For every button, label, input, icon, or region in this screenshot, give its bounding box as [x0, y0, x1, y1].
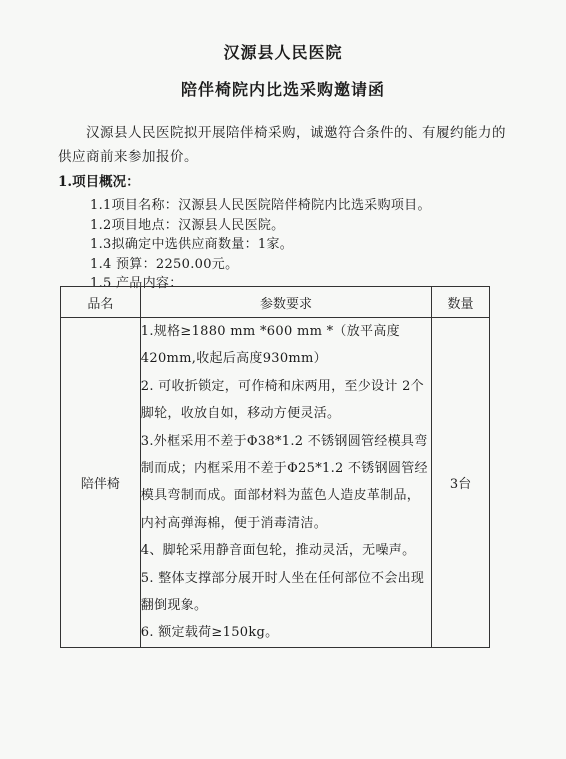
project-item: 1.4 预算：2250.00元。	[90, 256, 239, 272]
param-line: 1.规格≥1880 mm *600 mm *（放平高度420mm,收起后高度930mm）	[140, 324, 400, 367]
product-params	[140, 318, 431, 648]
spec-table	[60, 286, 490, 648]
table-header-row	[61, 287, 490, 318]
project-item: 1.5 产品内容：	[90, 276, 183, 291]
param-line: 4、脚轮采用静音面包轮，推动灵活，无噪声。	[140, 543, 416, 559]
project-item: 1.3拟确定中选供应商数量：1家。	[90, 237, 294, 252]
header-qty: 数量	[432, 287, 490, 318]
hospital-name: 汉源县人民医院	[223, 43, 343, 62]
product-quantity: 3台	[432, 318, 490, 648]
project-item: 1.1项目名称：汉源县人民医院陪伴椅院内比选采购项目。	[90, 198, 431, 213]
param-line: 6. 额定载荷≥150kg。	[140, 625, 279, 641]
param-line: 2. 可收折锁定，可作椅和床两用，至少设计 2个脚轮，收放自如，移动方便灵活。	[140, 378, 424, 422]
intro-paragraph: 汉源县人民医院拟开展陪伴椅采购，诚邀符合条件的、有履约能力的供应商前来参加报价。	[58, 125, 506, 165]
header-params: 参数要求	[140, 287, 431, 318]
header-name: 品名	[61, 287, 141, 318]
table-row	[61, 318, 490, 648]
project-items	[90, 196, 431, 294]
project-item: 1.2项目地点：汉源县人民医院。	[90, 217, 285, 233]
section-heading: 1.项目概况：	[58, 174, 140, 190]
product-name: 陪伴椅	[61, 318, 141, 648]
document-title: 陪伴椅院内比选采购邀请函	[180, 80, 385, 99]
param-line: 5. 整体支撑部分展开时人坐在任何部位不会出现翻倒现象。	[140, 570, 425, 614]
param-line: 3.外框采用不差于Φ38*1.2 不锈钢圆管经模具弯制而成；内框采用不差于Φ25*1.2 不锈钢圆管经模具弯制而成。面部材料为蓝色人造皮革制品，内衬高弹海棉，便于消毒清洁。	[140, 433, 428, 531]
